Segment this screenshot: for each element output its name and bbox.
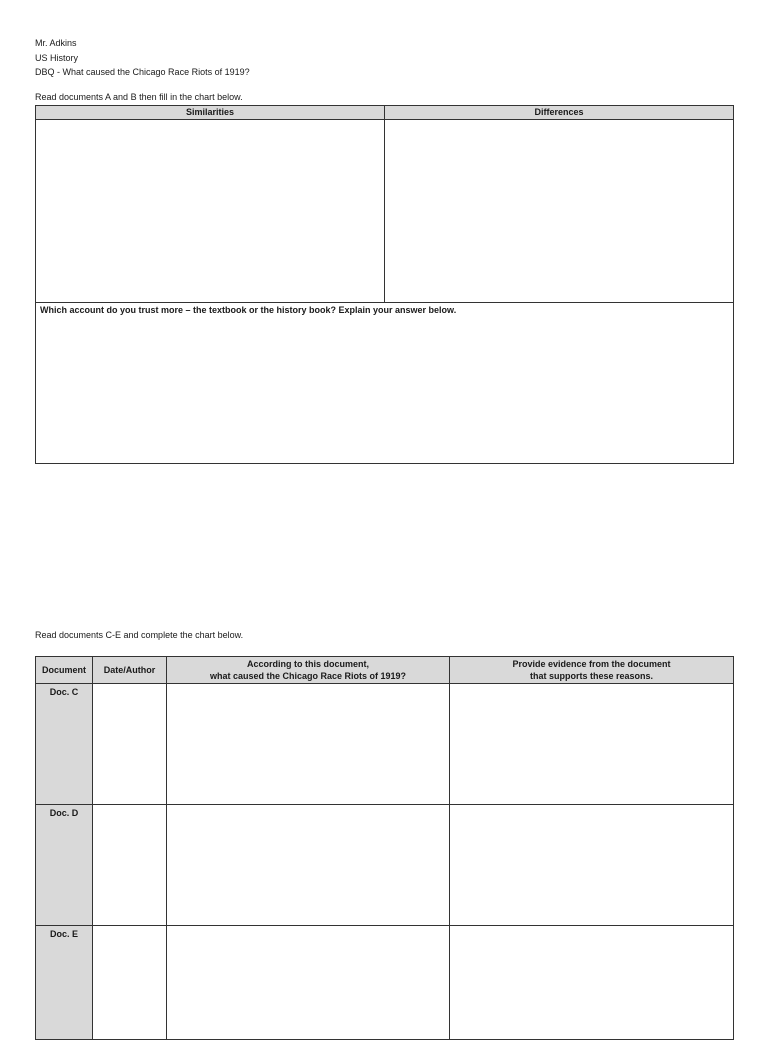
document-analysis-table — [35, 656, 734, 1040]
teacher-name: Mr. Adkins — [35, 38, 77, 48]
date-author-cell[interactable] — [93, 805, 167, 926]
similarities-differences-table — [35, 105, 734, 464]
evidence-column-header — [450, 657, 734, 684]
date-author-cell[interactable] — [93, 926, 167, 1040]
doc-label-cell: Doc. E — [36, 926, 93, 1040]
table-row — [36, 926, 734, 1040]
evidence-header-line1: Provide evidence from the document — [512, 659, 671, 669]
similarities-answer-cell[interactable] — [36, 120, 385, 303]
worksheet-header — [35, 36, 250, 80]
cause-header-line2: what caused the Chicago Race Riots of 1919? — [209, 671, 407, 681]
trust-question-cell[interactable] — [36, 303, 734, 464]
date-author-cell[interactable] — [93, 684, 167, 805]
differences-header: Differences — [385, 106, 734, 120]
evidence-header-line2: that supports these reasons. — [529, 671, 654, 681]
worksheet-title: DBQ - What caused the Chicago Race Riots of 1919? — [35, 67, 250, 77]
doc-label-cell: Doc. D — [36, 805, 93, 926]
course-name: US History — [35, 52, 79, 63]
evidence-cell[interactable] — [450, 926, 734, 1040]
table-row — [36, 805, 734, 926]
table-row — [36, 684, 734, 805]
differences-answer-cell[interactable] — [385, 120, 734, 303]
trust-question-text: Which account do you trust more – the textbook or the history book? Explain your answer below. — [40, 305, 457, 315]
cause-cell[interactable] — [167, 684, 450, 805]
doc-label-cell: Doc. C — [36, 684, 93, 805]
date-author-column-header: Date/Author — [93, 657, 167, 684]
similarities-header: Similarities — [36, 106, 385, 120]
cause-cell[interactable] — [167, 805, 450, 926]
evidence-cell[interactable] — [450, 684, 734, 805]
cause-cell[interactable] — [167, 926, 450, 1040]
cause-header-line1: According to this document, — [246, 659, 369, 669]
cause-column-header — [167, 657, 450, 684]
document-column-header: Document — [36, 657, 93, 684]
instruction-docs-c-e: Read documents C-E and complete the chart below. — [35, 630, 244, 640]
evidence-cell[interactable] — [450, 805, 734, 926]
instruction-docs-a-b: Read documents A and B then fill in the chart below. — [35, 92, 243, 102]
